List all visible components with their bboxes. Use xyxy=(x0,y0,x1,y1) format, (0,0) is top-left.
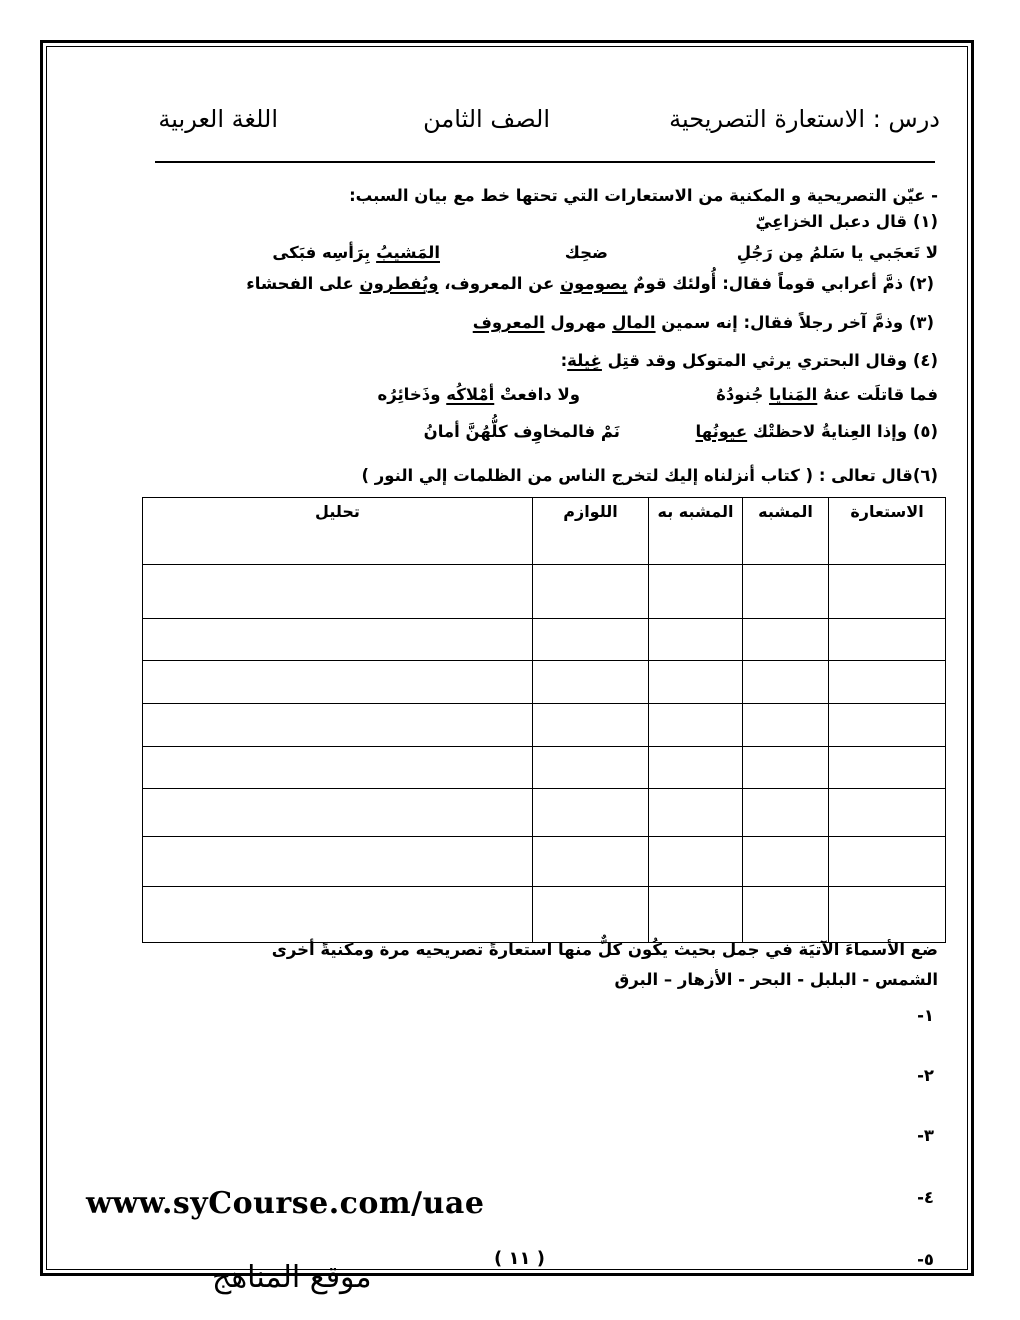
table-cell[interactable] xyxy=(533,789,649,837)
q1-verse-a: لا تَعجَبي يا سَلمُ مِن رَجُلِ xyxy=(736,243,938,262)
table-cell[interactable] xyxy=(649,887,743,943)
answer-line-1: -١ xyxy=(917,1006,934,1025)
q4-verse-a: فما قاتلَت عنهُ المَنايا جُنودُهُ xyxy=(716,385,938,404)
table-cell[interactable] xyxy=(743,661,829,704)
table-cell[interactable] xyxy=(829,661,946,704)
answer-line-5: -٥ xyxy=(917,1250,934,1269)
table-cell[interactable] xyxy=(143,837,533,887)
table-row xyxy=(143,619,946,661)
table-cell[interactable] xyxy=(649,619,743,661)
table-cell[interactable] xyxy=(743,789,829,837)
table-row xyxy=(143,704,946,747)
table-header-row xyxy=(143,498,946,565)
table-cell[interactable] xyxy=(533,661,649,704)
table-cell[interactable] xyxy=(649,789,743,837)
q5-verse-a: (٥) وإذا العِنايةُ لاحظتْك عيونُها xyxy=(695,422,938,441)
table-cell[interactable] xyxy=(143,619,533,661)
answer-line-4: -٤ xyxy=(917,1188,934,1207)
table-cell[interactable] xyxy=(743,704,829,747)
analysis-table xyxy=(142,497,946,943)
table-cell[interactable] xyxy=(829,887,946,943)
table-cell[interactable] xyxy=(743,747,829,789)
q4-text: (٤) وقال البحتري يرثي المتوكل وقد قتِل غِيلة: xyxy=(560,351,938,370)
q1-label: (١) قال دعبل الخزاعِيّ xyxy=(755,212,938,231)
table-row xyxy=(143,565,946,619)
q2-text: (٢) ذمَّ أعرابي قوماً فقال: أُولئك قومٌ يصومون عن المعروف، ويُفطرون على الفحشاء xyxy=(246,274,934,293)
table-cell[interactable] xyxy=(143,704,533,747)
q1-underlined: المَشيبُ xyxy=(376,243,440,262)
table-cell[interactable] xyxy=(829,704,946,747)
table-cell[interactable] xyxy=(143,565,533,619)
table-cell[interactable] xyxy=(143,789,533,837)
q5-verse-b: نَمْ فالمخاوِف كلُّهُنَّ أمانُ xyxy=(423,422,620,441)
table-cell[interactable] xyxy=(829,789,946,837)
table-row xyxy=(143,747,946,789)
table-cell[interactable] xyxy=(649,837,743,887)
table-cell[interactable] xyxy=(533,887,649,943)
watermark-logo: موقع المناهج xyxy=(212,1260,372,1295)
table-cell[interactable] xyxy=(829,619,946,661)
table-cell[interactable] xyxy=(143,661,533,704)
header-likened-to: المشبه به xyxy=(649,498,743,565)
q6-text: (٦)قال تعالى : ( كتاب أنزلناه إليك لتخرج الناس من الظلمات إلي النور ) xyxy=(361,466,938,485)
table-cell[interactable] xyxy=(743,837,829,887)
instruction-text: - عيّن التصريحية و المكنية من الاستعارات التي تحتها خط مع بيان السبب: xyxy=(349,186,938,205)
table-cell[interactable] xyxy=(649,704,743,747)
table-cell[interactable] xyxy=(533,747,649,789)
task2-instruction: ضع الأسماءَ الآتيَة في جمل بحيث يكُون كلٌّ منها استعارةً تصريحيه مرة ومكنيةً أخرى xyxy=(271,940,938,959)
table-cell[interactable] xyxy=(829,837,946,887)
table-cell[interactable] xyxy=(533,837,649,887)
answer-line-2: -٢ xyxy=(917,1066,934,1085)
table-cell[interactable] xyxy=(743,887,829,943)
header-metaphor: الاستعارة xyxy=(829,498,946,565)
header-analysis: تحليل xyxy=(143,498,533,565)
subject-label: اللغة العربية xyxy=(158,105,278,133)
header-attributes: اللوازم xyxy=(533,498,649,565)
q1-verse-c: المَشيبُ بِرَأسِه فبَكى xyxy=(272,243,440,262)
grade-label: الصف الثامن xyxy=(423,105,550,133)
table-cell[interactable] xyxy=(743,565,829,619)
table-cell[interactable] xyxy=(649,747,743,789)
website-url: www.syCourse.com/uae xyxy=(86,1186,485,1221)
table-row xyxy=(143,887,946,943)
table-cell[interactable] xyxy=(533,565,649,619)
table-cell[interactable] xyxy=(743,619,829,661)
table-cell[interactable] xyxy=(143,887,533,943)
table-cell[interactable] xyxy=(829,747,946,789)
answer-line-3: -٣ xyxy=(917,1126,934,1145)
table-cell[interactable] xyxy=(649,661,743,704)
lesson-title: درس : الاستعارة التصريحية xyxy=(669,105,940,133)
header-rule xyxy=(155,161,935,163)
q1-verse-b: ضحِك xyxy=(564,243,608,262)
table-cell[interactable] xyxy=(829,565,946,619)
q4-verse-b: ولا دافعتْ أمْلاكُه وذَخائِرُه xyxy=(377,385,580,404)
table-row xyxy=(143,837,946,887)
table-cell[interactable] xyxy=(649,565,743,619)
table-row xyxy=(143,661,946,704)
header-likened: المشبه xyxy=(743,498,829,565)
task2-words: الشمس - البلبل - البحر - الأزهار – البرق xyxy=(614,970,938,989)
q3-text: (٣) وذمَّ آخر رجلاً فقال: إنه سمين المال مهرول المعروف xyxy=(472,313,934,332)
table-cell[interactable] xyxy=(533,704,649,747)
table-row xyxy=(143,789,946,837)
page-number: ( ١١ ) xyxy=(494,1248,545,1269)
table-cell[interactable] xyxy=(143,747,533,789)
table-cell[interactable] xyxy=(533,619,649,661)
